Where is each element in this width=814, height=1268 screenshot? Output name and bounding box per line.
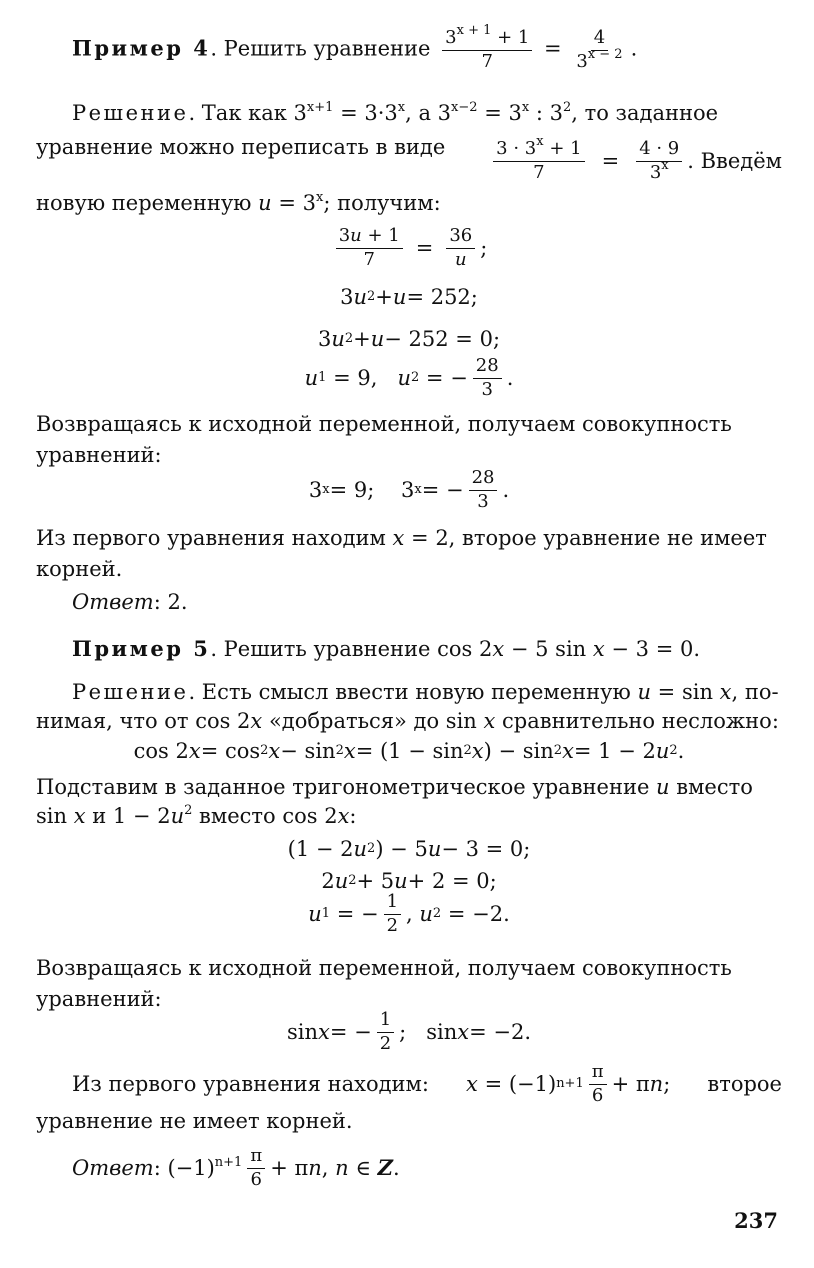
solution4-eq4: u 1 = 9, u 2 = − $\frac{28}{3}$ . — [304, 355, 514, 400]
example5-title: Пример 5 — [72, 636, 211, 661]
solution4-line2-text: уравнение можно переписать в виде — [36, 135, 446, 159]
solution4-line2: уравнение можно переписать в виде $\frac{3 \cdot 3^x + 1}{7}$ = $\frac{4 \cdot 9}{3^x}$ . Введём — [36, 134, 782, 183]
solution5-eq5: sin x = − $\frac{1}{2}$ ; sin x = −2. — [286, 1009, 532, 1054]
solution5-return-line1: Возвращаясь к исходной переменной, получаем совокупность — [36, 956, 732, 980]
example4-title: Пример 4 — [72, 35, 211, 61]
solution5-eq2: (1 − 2 u 2 ) − 5 u − 3 = 0; — [287, 837, 531, 861]
example4-lhs-denominator: 7 — [481, 50, 493, 72]
solution4-return-line2: уравнений: — [36, 443, 162, 467]
solution5-subst-line1: Подставим в заданное тригонометрическое уравнение u вместо — [36, 775, 753, 799]
solution5-line2: нимая, что от cos 2x «добраться» до sin x сравнительно несложно: — [36, 709, 779, 733]
solution4-frac2: $\frac{4 \cdot 9}{3^x}$ — [636, 139, 682, 183]
solution5-label: Решение — [72, 680, 189, 704]
page-number: 237 — [734, 1208, 778, 1233]
textbook-page — [36, 0, 782, 1268]
solution5-return-line2: уравнений: — [36, 987, 162, 1011]
solution4-frac1: $\frac{3 \cdot 3^x + 1}{7}$ — [493, 139, 584, 183]
solution4-line2-end: . Введём — [687, 149, 782, 174]
example4-task: . Решить уравнение — [210, 36, 431, 61]
solution4-answer — [36, 589, 782, 615]
example5-statement: Пример 5. Решить уравнение cos 2x − 5 sin x − 3 = 0. — [72, 636, 701, 661]
solution5-conclusion-line2: уравнение не имеет корней. — [36, 1109, 353, 1133]
solution4-conclusion-line2: корней. — [36, 557, 123, 581]
example4-lhs-fraction: $\frac{3^{x + 1} + 1}{7}$ — [442, 28, 532, 72]
solution5-eq3: 2 u 2 + 5 u + 2 = 0; — [321, 869, 497, 893]
example4-rhs-fraction — [573, 28, 625, 72]
solution4-conclusion-line1: Из первого уравнения находим x = 2, второе уравнение не имеет — [36, 526, 767, 550]
solution5-subst-line2: sin x и $1 - 2u^2$ вместо cos 2x: — [36, 803, 357, 828]
solution5-eq1: cos 2 x = cos 2 x − sin 2 x = (1 − sin 2 x ) − sin 2 x = 1 − 2 u 2 . — [133, 739, 685, 763]
solution4-answer-label: Ответ — [72, 590, 154, 614]
solution4-answer-value: : 2. — [153, 590, 188, 614]
solution5-line1: Решение. Есть смысл ввести новую переменную u = sin x, по- — [72, 680, 779, 704]
example4-rhs-numerator: 4 — [591, 28, 608, 51]
solution4-eq3: 3 u 2 + u − 252 = 0; — [317, 327, 501, 351]
solution5-conclusion-line1: Из первого уравнения находим: x = (−1) n+1 $\frac{\pi}{6}$ + π n ; второе — [72, 1061, 782, 1106]
solution5-eq4: u 1 = − $\frac{1}{2}$ , u 2 = −2. — [308, 891, 510, 936]
solution4-eq1: $\frac{3u + 1}{7}$ = $\frac{36}{u}$ ; — [36, 226, 782, 270]
solution4-eq2: 3 u 2 + u = 252; — [340, 285, 478, 309]
solution4-line3: новую переменную $u = 3^x$; получим: — [36, 190, 441, 215]
solution5-answer: Ответ : $(-1)^{n+1}$ $\frac{\pi}{6}$ + πn, n ∈ Z. — [72, 1145, 400, 1190]
example4-rhs-denominator: $3^{x - 2}$ — [576, 46, 623, 72]
solution5-answer-label: Ответ — [72, 1156, 154, 1181]
solution4-label: Решение — [72, 101, 189, 125]
example4-statement: Пример 4. Решить уравнение $\frac{3^{x + 1} + 1}{7}$ = $\frac{4}{3^{x - 2}}$ . — [72, 23, 638, 72]
solution4-line1: Решение. Так как $3^{x+1} = 3\cdot 3^x$, а $3^{x-2} = 3^x$ : $3^2$, то заданное — [72, 100, 719, 125]
solution4-eq5: 3 x = 9; 3 x = − $\frac{28}{3}$ . — [308, 467, 510, 512]
solution4-return-line1: Возвращаясь к исходной переменной, получаем совокупность — [36, 412, 732, 436]
